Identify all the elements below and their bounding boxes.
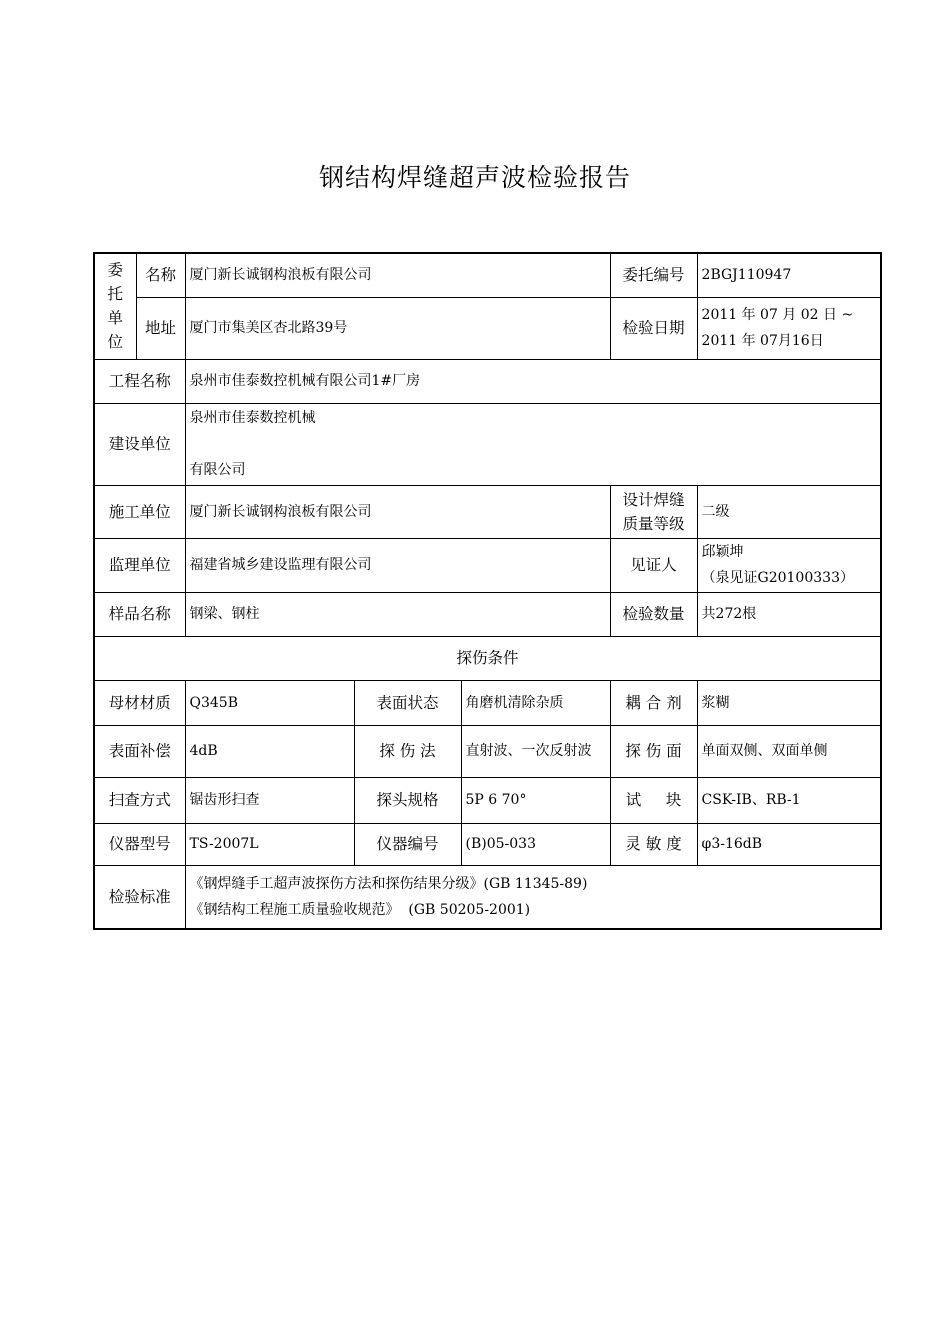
client-label (94, 253, 136, 359)
condition-row (94, 823, 881, 865)
condition-value: TS-2007L (185, 823, 354, 865)
condition-value: 5P 6 70° (461, 777, 610, 823)
condition-value: 4dB (185, 725, 354, 777)
sample-label: 样品名称 (94, 592, 185, 636)
standards-row (94, 865, 881, 929)
condition-label: 探 伤 法 (354, 725, 461, 777)
condition-value: 角磨机清除杂质 (461, 680, 610, 725)
quantity-label: 检验数量 (610, 592, 697, 636)
condition-value: CSK-ⅠB、RB-1 (697, 777, 881, 823)
condition-value: 直射波、一次反射波 (461, 725, 610, 777)
commission-no-label: 委托编号 (610, 253, 697, 297)
condition-label: 试 块 (610, 777, 697, 823)
client-address-label: 地址 (136, 297, 185, 359)
builder-value (185, 403, 881, 485)
client-label-char: 单 (107, 309, 123, 328)
page-title: 钢结构焊缝超声波检验报告 (318, 163, 631, 192)
supervisor-row (94, 538, 881, 592)
condition-value: φ3-16dB (697, 823, 881, 865)
client-name-value: 厦门新长诚钢构浪板有限公司 (185, 253, 610, 297)
conditions-title: 探伤条件 (94, 636, 881, 680)
condition-label: 仪器编号 (354, 823, 461, 865)
condition-row (94, 777, 881, 823)
contractor-value: 厦门新长诚钢构浪板有限公司 (185, 485, 610, 538)
client-name-row (94, 253, 881, 297)
condition-label: 灵 敏 度 (610, 823, 697, 865)
client-label-char: 托 (107, 285, 123, 304)
builder-value-line: 泉州市佳泰数控机械 (189, 410, 316, 426)
witness-label: 见证人 (610, 538, 697, 592)
inspection-date-value (697, 297, 881, 359)
weld-grade-value: 二级 (697, 485, 881, 538)
report-table (93, 252, 882, 930)
client-address-row (94, 297, 881, 359)
client-address-value: 厦门市集美区杏北路39号 (185, 297, 610, 359)
condition-row (94, 725, 881, 777)
condition-value: 浆糊 (697, 680, 881, 725)
project-label: 工程名称 (94, 359, 185, 403)
standard-line: 《钢焊缝手工超声波探伤方法和探伤结果分级》(GB 11345-89) (189, 875, 588, 892)
contractor-row (94, 485, 881, 538)
condition-value: Q345B (185, 680, 354, 725)
condition-label: 扫查方式 (94, 777, 185, 823)
witness-value (697, 538, 881, 592)
sample-row (94, 592, 881, 636)
conditions-title-row (94, 636, 881, 680)
standards-value (185, 865, 881, 929)
builder-row (94, 403, 881, 485)
condition-label: 表面补偿 (94, 725, 185, 777)
condition-label: 探头规格 (354, 777, 461, 823)
inspection-date-line: 2011 年 07月16日 (701, 333, 824, 349)
witness-certificate: （泉见证G20100333） (701, 570, 854, 586)
weld-grade-label-line: 质量等级 (622, 514, 685, 533)
witness-name: 邱颖坤 (701, 544, 744, 560)
condition-label: 母材材质 (94, 680, 185, 725)
builder-label: 建设单位 (94, 403, 185, 485)
standards-label: 检验标准 (94, 865, 185, 929)
condition-value: 锯齿形扫查 (185, 777, 354, 823)
weld-grade-label (610, 485, 697, 538)
client-label-char: 委 (107, 261, 123, 280)
project-row (94, 359, 881, 403)
condition-value: 单面双侧、双面单侧 (697, 725, 881, 777)
builder-value-line: 有限公司 (189, 462, 246, 478)
condition-value: (B)05-033 (461, 823, 610, 865)
weld-grade-label-line: 设计焊缝 (622, 490, 685, 509)
condition-label: 表面状态 (354, 680, 461, 725)
inspection-date-line: 2011 年 07 月 02 日 ~ (701, 307, 854, 323)
supervisor-value: 福建省城乡建设监理有限公司 (185, 538, 610, 592)
inspection-date-label: 检验日期 (610, 297, 697, 359)
client-name-label: 名称 (136, 253, 185, 297)
sample-value: 钢梁、钢柱 (185, 592, 610, 636)
project-value: 泉州市佳泰数控机械有限公司1#厂房 (185, 359, 881, 403)
client-label-char: 位 (107, 333, 123, 352)
supervisor-label: 监理单位 (94, 538, 185, 592)
quantity-value: 共272根 (697, 592, 881, 636)
condition-row (94, 680, 881, 725)
commission-no-value: 2BGJ110947 (697, 253, 881, 297)
condition-label: 仪器型号 (94, 823, 185, 865)
condition-label: 耦 合 剂 (610, 680, 697, 725)
contractor-label: 施工单位 (94, 485, 185, 538)
condition-label: 探 伤 面 (610, 725, 697, 777)
standard-line: 《钢结构工程施工质量验收规范》 (GB 50205-2001) (189, 901, 531, 918)
